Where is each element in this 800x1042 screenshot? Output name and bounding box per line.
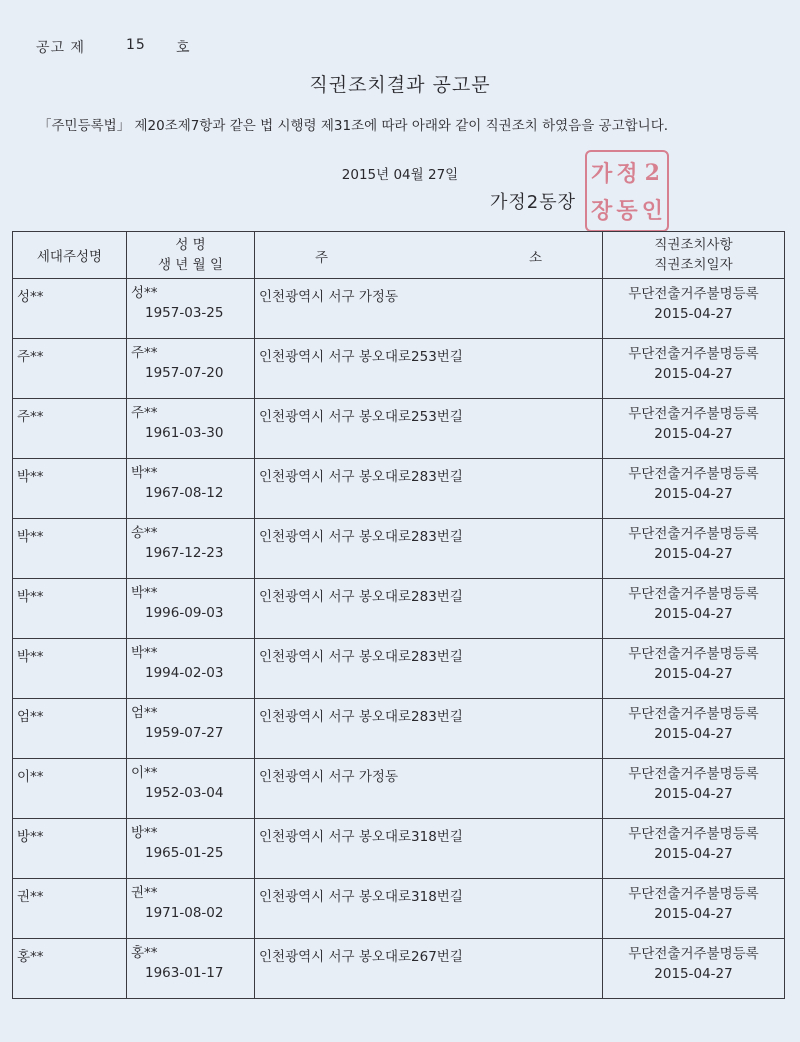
action-text: 무단전출거주불명등록 — [628, 466, 759, 482]
notice-label: 공고 제 — [36, 40, 86, 56]
action-date: 2015-04-27 — [654, 486, 733, 502]
table-row — [13, 399, 785, 459]
seal-char: 2 — [644, 159, 660, 186]
cell-householder — [13, 819, 127, 879]
birth-date: 1952-03-04 — [145, 785, 224, 801]
header-name-birth — [127, 232, 255, 279]
cell-action — [603, 939, 785, 999]
birth-date: 1971-08-02 — [145, 905, 224, 921]
table-row — [13, 939, 785, 999]
issuer-name: 가정2동장 — [490, 192, 577, 213]
cell-name-birth — [127, 939, 255, 999]
table-row — [13, 699, 785, 759]
cell-name-birth — [127, 639, 255, 699]
cell-action — [603, 399, 785, 459]
person-name: 박** — [131, 645, 158, 661]
person-name: 박** — [131, 465, 158, 481]
cell-action — [603, 459, 785, 519]
notice-number-line — [36, 37, 191, 57]
cell-address — [255, 579, 603, 639]
cell-address — [255, 699, 603, 759]
cell-address — [255, 459, 603, 519]
cell-action — [603, 339, 785, 399]
address-text: 인천광역시 서구 봉오대로283번길 — [259, 649, 463, 665]
cell-address — [255, 879, 603, 939]
cell-address — [255, 399, 603, 459]
table-row — [13, 579, 785, 639]
address-text: 인천광역시 서구 가정동 — [259, 769, 398, 785]
birth-date: 1961-03-30 — [145, 425, 224, 441]
person-name: 권** — [131, 885, 158, 901]
householder-name: 박** — [17, 469, 44, 485]
cell-address — [255, 819, 603, 879]
householder-name: 권** — [17, 889, 44, 905]
address-text: 인천광역시 서구 봉오대로283번길 — [259, 529, 463, 545]
table-row — [13, 519, 785, 579]
action-date: 2015-04-27 — [654, 426, 733, 442]
seal-char: 동 — [616, 198, 638, 224]
document-title: 직권조치결과 공고문 — [309, 74, 491, 96]
cell-action — [603, 279, 785, 339]
header-address-b: 소 — [529, 250, 543, 266]
header-action-item: 직권조치사항 — [654, 237, 733, 253]
seal-char: 인 — [641, 198, 663, 224]
cell-householder — [13, 339, 127, 399]
person-name: 홍** — [131, 945, 158, 961]
householder-name: 홍** — [17, 949, 44, 965]
birth-date: 1959-07-27 — [145, 725, 224, 741]
householder-name: 박** — [17, 589, 44, 605]
action-date: 2015-04-27 — [654, 366, 733, 382]
cell-action — [603, 759, 785, 819]
cell-name-birth — [127, 879, 255, 939]
person-name: 박** — [131, 585, 158, 601]
action-date: 2015-04-27 — [654, 606, 733, 622]
header-birth: 생 년 월 일 — [157, 257, 224, 273]
householder-name: 박** — [17, 529, 44, 545]
birth-date: 1957-07-20 — [145, 365, 224, 381]
cell-name-birth — [127, 399, 255, 459]
notice-suffix: 호 — [176, 40, 191, 56]
cell-action — [603, 879, 785, 939]
action-date: 2015-04-27 — [654, 906, 733, 922]
cell-action — [603, 639, 785, 699]
action-date: 2015-04-27 — [654, 306, 733, 322]
address-text: 인천광역시 서구 봉오대로283번길 — [259, 709, 463, 725]
cell-name-birth — [127, 699, 255, 759]
cell-householder — [13, 399, 127, 459]
householder-name: 성** — [17, 289, 44, 305]
cell-householder — [13, 459, 127, 519]
action-text: 무단전출거주불명등록 — [628, 586, 759, 602]
cell-action — [603, 579, 785, 639]
householder-name: 엄** — [17, 709, 44, 725]
address-text: 인천광역시 서구 봉오대로283번길 — [259, 589, 463, 605]
header-action-date: 직권조치일자 — [654, 257, 733, 273]
cell-action — [603, 699, 785, 759]
householder-name: 주** — [17, 349, 44, 365]
birth-date: 1967-12-23 — [145, 545, 224, 561]
householder-name: 이** — [17, 769, 44, 785]
householder-name: 방** — [17, 829, 44, 845]
cell-householder — [13, 759, 127, 819]
action-date: 2015-04-27 — [654, 726, 733, 742]
records-table — [12, 231, 785, 999]
action-text: 무단전출거주불명등록 — [628, 886, 759, 902]
seal-char: 정 — [616, 161, 638, 187]
address-text: 인천광역시 서구 봉오대로318번길 — [259, 829, 463, 845]
address-text: 인천광역시 서구 봉오대로283번길 — [259, 469, 463, 485]
table-row — [13, 879, 785, 939]
table-header-row — [13, 232, 785, 279]
cell-name-birth — [127, 459, 255, 519]
cell-action — [603, 819, 785, 879]
person-name: 성** — [131, 285, 158, 301]
header-householder: 세대주성명 — [13, 232, 127, 279]
birth-date: 1996-09-03 — [145, 605, 224, 621]
table-row — [13, 339, 785, 399]
table-row — [13, 459, 785, 519]
birth-date: 1957-03-25 — [145, 305, 224, 321]
action-date: 2015-04-27 — [654, 846, 733, 862]
householder-name: 박** — [17, 649, 44, 665]
action-date: 2015-04-27 — [654, 786, 733, 802]
header-address-a: 주 — [315, 250, 329, 266]
cell-householder — [13, 519, 127, 579]
cell-name-birth — [127, 819, 255, 879]
action-text: 무단전출거주불명등록 — [628, 406, 759, 422]
cell-address — [255, 939, 603, 999]
header-address — [255, 232, 603, 279]
person-name: 방** — [131, 825, 158, 841]
cell-address — [255, 339, 603, 399]
person-name: 엄** — [131, 705, 158, 721]
cell-name-birth — [127, 579, 255, 639]
table-row — [13, 279, 785, 339]
cell-name-birth — [127, 339, 255, 399]
address-text: 인천광역시 서구 가정동 — [259, 289, 398, 305]
cell-householder — [13, 279, 127, 339]
action-text: 무단전출거주불명등록 — [628, 706, 759, 722]
person-name: 이** — [131, 765, 158, 781]
householder-name: 주** — [17, 409, 44, 425]
action-text: 무단전출거주불명등록 — [628, 766, 759, 782]
cell-name-birth — [127, 759, 255, 819]
cell-householder — [13, 639, 127, 699]
table-row — [13, 819, 785, 879]
seal-char: 가 — [591, 161, 613, 187]
header-action — [603, 232, 785, 279]
action-text: 무단전출거주불명등록 — [628, 286, 759, 302]
cell-action — [603, 519, 785, 579]
action-date: 2015-04-27 — [654, 966, 733, 982]
cell-householder — [13, 699, 127, 759]
action-date: 2015-04-27 — [654, 666, 733, 682]
cell-name-birth — [127, 519, 255, 579]
intro-text: 「주민등록법」 제20조제7항과 같은 법 시행령 제31조에 따라 아래와 같이 직권조치 하였음을 공고합니다. — [38, 118, 669, 134]
notice-number: 15 — [126, 37, 146, 53]
header-name: 성 명 — [175, 237, 206, 253]
cell-name-birth — [127, 279, 255, 339]
action-text: 무단전출거주불명등록 — [628, 826, 759, 842]
cell-householder — [13, 879, 127, 939]
cell-address — [255, 639, 603, 699]
person-name: 송** — [131, 525, 158, 541]
birth-date: 1963-01-17 — [145, 965, 224, 981]
birth-date: 1994-02-03 — [145, 665, 224, 681]
cell-householder — [13, 939, 127, 999]
action-text: 무단전출거주불명등록 — [628, 346, 759, 362]
action-date: 2015-04-27 — [654, 546, 733, 562]
notice-date: 2015년 04월 27일 — [341, 167, 459, 183]
address-text: 인천광역시 서구 봉오대로253번길 — [259, 409, 463, 425]
person-name: 주** — [131, 405, 158, 421]
action-text: 무단전출거주불명등록 — [628, 646, 759, 662]
address-text: 인천광역시 서구 봉오대로253번길 — [259, 349, 463, 365]
seal-char: 장 — [591, 198, 613, 224]
birth-date: 1965-01-25 — [145, 845, 224, 861]
table-row — [13, 639, 785, 699]
person-name: 주** — [131, 345, 158, 361]
birth-date: 1967-08-12 — [145, 485, 224, 501]
address-text: 인천광역시 서구 봉오대로267번길 — [259, 949, 463, 965]
table-row — [13, 759, 785, 819]
cell-address — [255, 759, 603, 819]
cell-address — [255, 519, 603, 579]
action-text: 무단전출거주불명등록 — [628, 946, 759, 962]
address-text: 인천광역시 서구 봉오대로318번길 — [259, 889, 463, 905]
official-seal-stamp — [585, 150, 669, 232]
action-text: 무단전출거주불명등록 — [628, 526, 759, 542]
cell-address — [255, 279, 603, 339]
cell-householder — [13, 579, 127, 639]
